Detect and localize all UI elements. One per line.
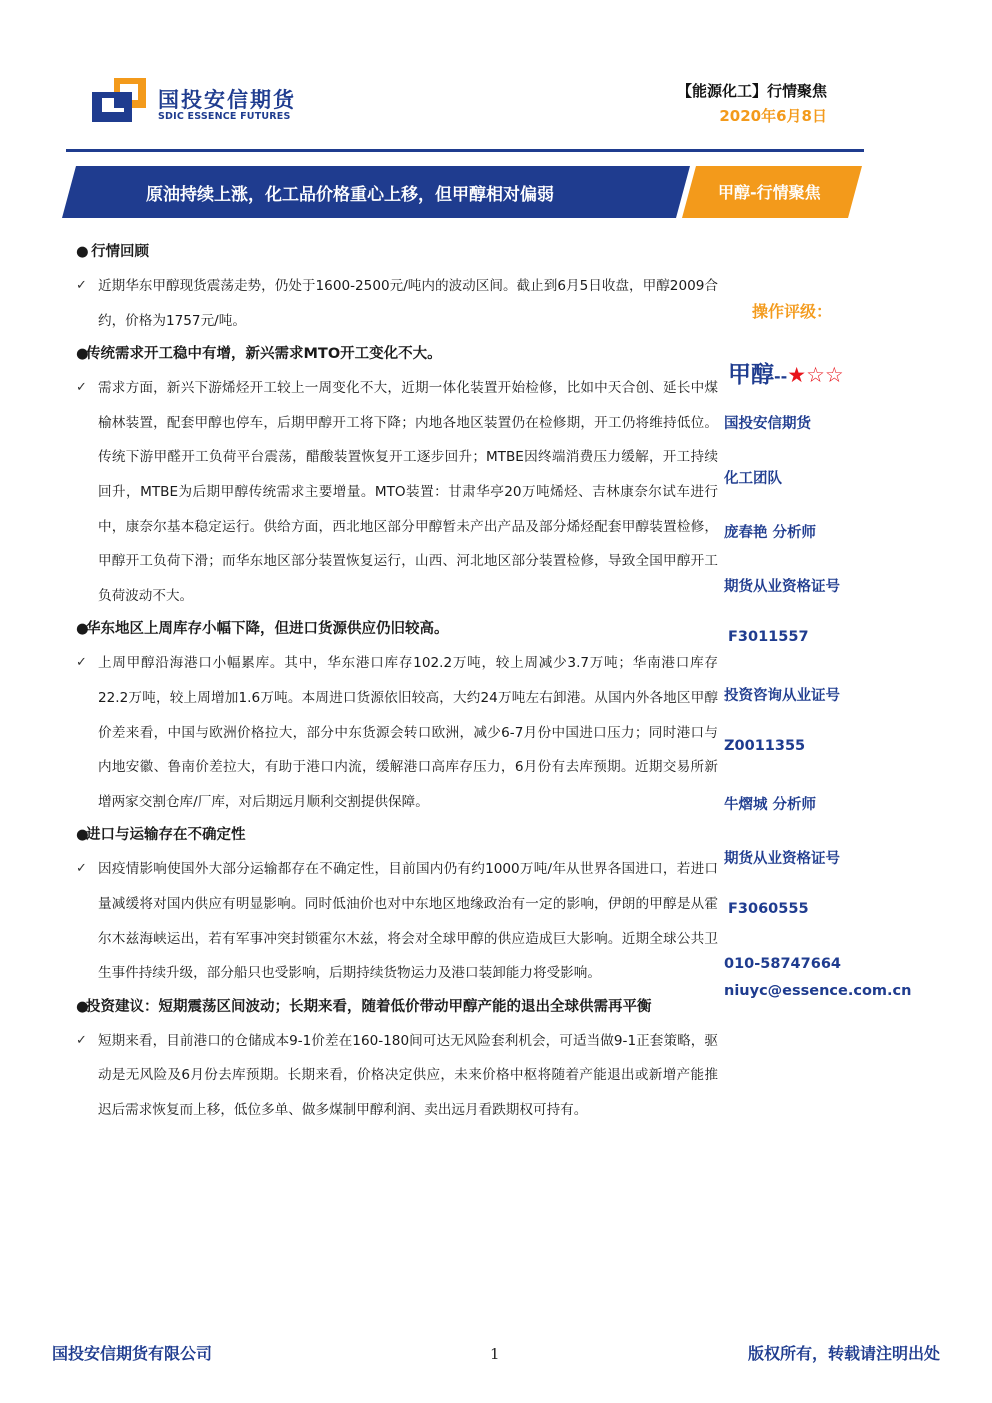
page-number: 1: [490, 1345, 500, 1363]
section-paragraph: ✓ 近期华东甲醇现货震荡走势，仍处于1600-2500元/吨内的波动区间。截止到6月5日收盘，甲醇2009合约，价格为1757元/吨。: [76, 269, 718, 338]
report-meta: [677, 80, 827, 126]
logo-mark-icon: [92, 78, 150, 122]
rating-dashes: --: [774, 367, 788, 386]
section-heading: ●华东地区上周库存小幅下降，但进口货源供应仍旧较高。: [76, 621, 449, 638]
company-logo: [92, 78, 332, 128]
logo-company-cn: 国投安信期货: [158, 88, 296, 112]
rating-label: 操作评级：: [752, 302, 833, 321]
bullet-icon: ●: [76, 621, 89, 638]
banner-title: 原油持续上涨，化工品价格重心上移，但甲醇相对偏弱: [146, 185, 554, 205]
checkmark-icon: ✓: [76, 380, 87, 396]
footer-copyright: 版权所有，转载请注明出处: [747, 1344, 940, 1363]
sidebar-phone: 010-58747664: [724, 956, 841, 972]
section-paragraph: ✓ 需求方面，新兴下游烯烃开工较上一周变化不大，近期一体化装置开始检修，比如中天合创、延长中煤榆林装置，配套甲醇也停车，后期甲醇开工将下降；内地各地区装置仍在检修期，开工仍将维持低位。传统下游甲醛开工负荷平台震荡，醋酸装置恢复开工逐步回升；MTBE因终端消费压力缓解，开工持续回升，MTBE为后期甲醇传统需求主要增量。MTO装置：甘肃华亭20万吨烯烃、吉林康奈尔试车进行中，康奈尔基本稳定运行。供给方面，西北地区部分甲醇暂未产出产品及部分烯烃配套甲醇装置检修，甲醇开工负荷下滑；而华东地区部分装置恢复运行，山西、河北地区部分装置检修，导致全国甲醇开工负荷波动不大。: [76, 371, 718, 613]
report-date: 2020年6月8日: [719, 107, 827, 125]
star-filled-icon: ★: [787, 363, 807, 387]
section-investment-advice: [76, 997, 718, 1128]
sidebar-consult-label: 投资咨询从业证号: [724, 688, 840, 704]
bullet-icon: ●: [76, 998, 89, 1015]
sidebar-analyst-2: 牛熠城 分析师: [724, 797, 817, 813]
banner-tag: 甲醇-行情聚焦: [718, 183, 821, 202]
section-demand: [76, 344, 718, 613]
sidebar-license-2: F3060555: [728, 901, 809, 917]
checkmark-icon: ✓: [76, 655, 87, 671]
report-category: 【能源化工】行情聚焦: [676, 82, 827, 100]
section-paragraph: ✓ 因疫情影响使国外大部分运输都存在不确定性，目前国内仍有约1000万吨/年从世界各国进口，若进口量减缓将对国内供应有明显影响。同时低油价也对中东地区地缘政治有一定的影响，伊朗的甲醇是从霍尔木兹海峡运出，若有军事冲突封锁霍尔木兹，将会对全球甲醇的供应造成巨大影响。近期全球公共卫生事件持续升级，部分船只也受影响，后期持续货物运力及港口装卸能力将受影响。: [76, 852, 718, 990]
bullet-icon: ●: [76, 827, 89, 844]
bullet-icon: ●: [76, 346, 89, 363]
bullet-icon: ●: [76, 244, 89, 260]
section-heading: ●投资建议：短期震荡区间波动；长期来看，随着低价带动甲醇产能的退出全球供需再平衡: [76, 998, 652, 1015]
title-banner: [62, 166, 862, 218]
section-heading: ● 行情回顾: [76, 244, 150, 260]
sidebar-team: 化工团队: [724, 471, 782, 487]
section-heading: ●传统需求开工稳中有增，新兴需求MTO开工变化不大。: [76, 346, 442, 363]
section-market-review: [76, 242, 718, 338]
sidebar-license-label-1: 期货从业资格证号: [724, 579, 840, 595]
checkmark-icon: ✓: [76, 861, 87, 877]
footer-company: 国投安信期货有限公司: [52, 1344, 213, 1363]
sidebar-company: 国投安信期货: [724, 416, 811, 432]
logo-company-en: SDIC ESSENCE FUTURES: [158, 111, 291, 122]
sidebar-consult-number: Z0011355: [724, 738, 806, 754]
section-paragraph: ✓ 上周甲醇沿海港口小幅累库。其中，华东港口库存102.2万吨，较上周减少3.7万吨；华南港口库存22.2万吨，较上周增加1.6万吨。本周进口货源依旧较高，大约24万吨左右卸港。从国内外各地区甲醇价差来看，中国与欧洲价格拉大，部分中东货源会转口欧洲，减少6-7月份中国进口压力；同时港口与内地安徽、鲁南价差拉大，有助于港口内流，缓解港口高库存压力，6月份有去库预期。近期交易所新增两家交割仓库/厂库，对后期远月顺利交割提供保障。: [76, 646, 718, 819]
sidebar-analyst-1: 庞春艳 分析师: [724, 525, 817, 541]
header-divider: [66, 149, 864, 152]
checkmark-icon: ✓: [76, 278, 87, 293]
section-inventory: [76, 619, 718, 819]
sidebar-license-label-2: 期货从业资格证号: [724, 851, 840, 867]
rating-product: 甲醇: [728, 362, 774, 388]
checkmark-icon: ✓: [76, 1032, 87, 1048]
rating: [728, 356, 844, 389]
sidebar-license-1: F3011557: [728, 629, 809, 645]
section-heading: ●进口与运输存在不确定性: [76, 827, 246, 844]
sidebar-email[interactable]: niuyc@essence.com.cn: [724, 983, 912, 999]
section-import-transport: [76, 825, 718, 990]
report-body: [76, 236, 718, 1129]
section-paragraph: ✓ 短期来看，目前港口的仓储成本9-1价差在160-180间可达无风险套利机会，可适当做9-1正套策略，驱动是无风险及6月份去库预期。长期来看，价格决定供应，未来价格中枢将随着产能退出或新增产能推迟后需求恢复而上移，低位多单、做多煤制甲醇利润、卖出远月看跌期权可持有。: [76, 1024, 718, 1128]
star-empty-icon: ☆☆: [806, 363, 844, 387]
